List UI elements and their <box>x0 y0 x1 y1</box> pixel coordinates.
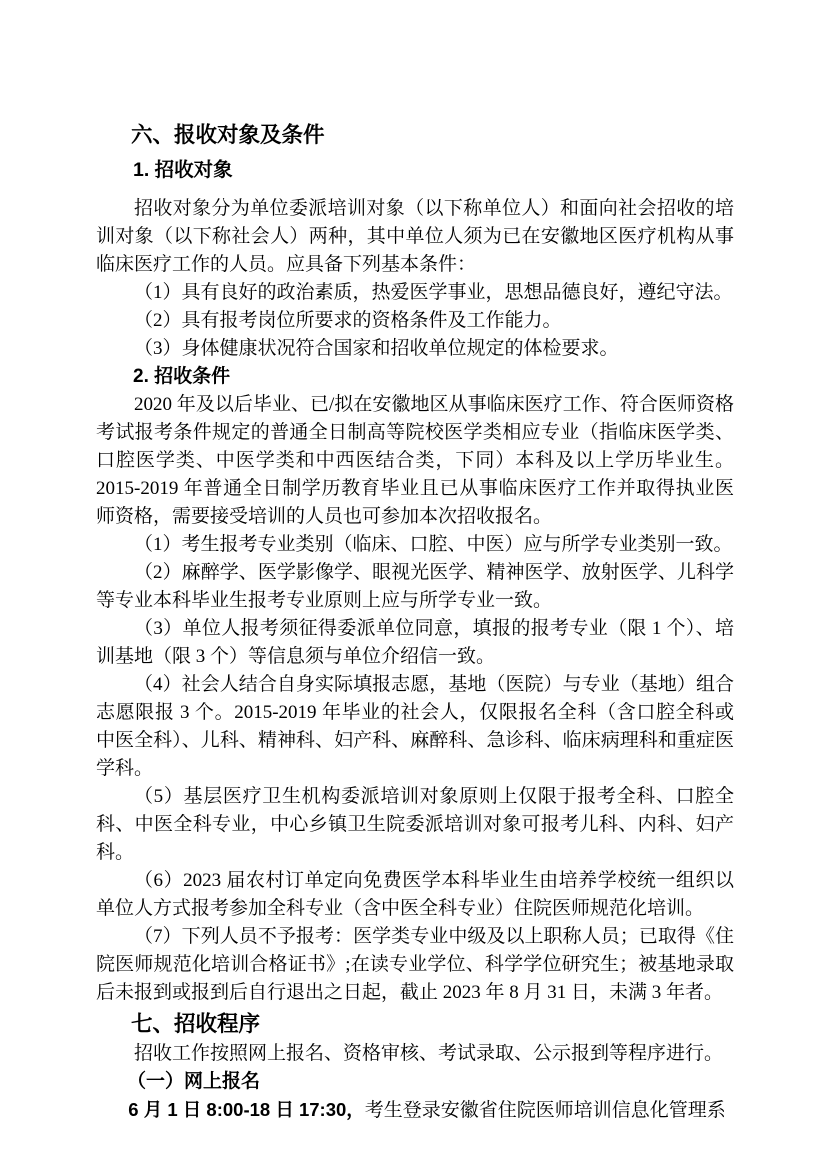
section-6-heading: 六、报收对象及条件 <box>131 123 325 147</box>
list-condition-item-3: （3）单位人报考须征得委派单位同意，填报的报考专业（限 1 个）、培训基地（限 3 个）等信息须与单位介绍信一致。 <box>96 618 734 667</box>
section-7-heading: 七、招收程序 <box>131 1012 261 1036</box>
para-procedure-intro: 招收工作按照网上报名、资格审核、考试录取、公示报到等程序进行。 <box>134 1043 724 1064</box>
subheading-recruitment-conditions: 2. 招收条件 <box>133 366 231 387</box>
subheading-online-registration: （一）网上报名 <box>127 1071 261 1092</box>
list-condition-item-7: （7）下列人员不予报考：医学类专业中级及以上职称人员；已取得《住院医师规范化培训合格证书》;在读专业学位、科学学位研究生；被基地录取后未报到或报到后自行退出之日起，截止 2023 年 8 月 31 日，未满 3 年者。 <box>96 926 734 1003</box>
para-online-registration <box>96 1096 734 1125</box>
list-basic-condition-1: （1）具有良好的政治素质，热爱医学事业，思想品德良好，遵纪守法。 <box>134 282 733 303</box>
document-content <box>96 122 734 1125</box>
para-targets-intro: 招收对象分为单位委派培训对象（以下称单位人）和面向社会招收的培训对象（以下称社会人）两种，其中单位人须为已在安徽地区医疗机构从事临床医疗工作的人员。应具备下列基本条件： <box>96 198 734 275</box>
list-condition-item-6: （6）2023 届农村订单定向免费医学本科毕业生由培养学校统一组织以单位人方式报考参加全科专业（含中医全科专业）住院医师规范化培训。 <box>96 870 734 919</box>
online-registration-time: 6 月 1 日 8:00-18 日 17:30， <box>128 1099 365 1120</box>
subheading-recruitment-targets: 1. 招收对象 <box>133 159 233 181</box>
para-conditions-intro: 2020 年及以后毕业、已/拟在安徽地区从事临床医疗工作、符合医师资格考试报考条件规定的普通全日制高等院校医学类相应专业（指临床医学类、口腔医学类、中医学类和中西医结合类，下同）本科及以上学历毕业生。2015-2019 年普通全日制学历教育毕业且已从事临床医疗工作并取得执业医师资格，需要接受培训的人员也可参加本次招收报名。 <box>96 394 734 527</box>
list-condition-item-1: （1）考生报考专业类别（临床、口腔、中医）应与所学专业类别一致。 <box>134 534 733 555</box>
list-condition-item-5: （5）基层医疗卫生机构委派培训对象原则上仅限于报考全科、口腔全科、中医全科专业，中心乡镇卫生院委派培训对象可报考儿科、内科、妇产科。 <box>96 786 734 863</box>
list-condition-item-4: （4）社会人结合自身实际填报志愿，基地（医院）与专业（基地）组合志愿限报 3 个。2015-2019 年毕业的社会人，仅限报名全科（含口腔全科或中医全科）、儿科、精神科、妇产科、麻醉科、急诊科、临床病理科和重症医学科。 <box>96 674 734 779</box>
online-registration-text: 考生登录安徽省住院医师培训信息化管理系 <box>364 1100 726 1121</box>
list-basic-condition-2: （2）具有报考岗位所要求的资格条件及工作能力。 <box>134 310 562 331</box>
list-basic-condition-3: （3）身体健康状况符合国家和招收单位规定的体检要求。 <box>134 338 619 359</box>
list-condition-item-2: （2）麻醉学、医学影像学、眼视光医学、精神医学、放射医学、儿科学等专业本科毕业生报考专业原则上应与所学专业一致。 <box>96 562 734 611</box>
